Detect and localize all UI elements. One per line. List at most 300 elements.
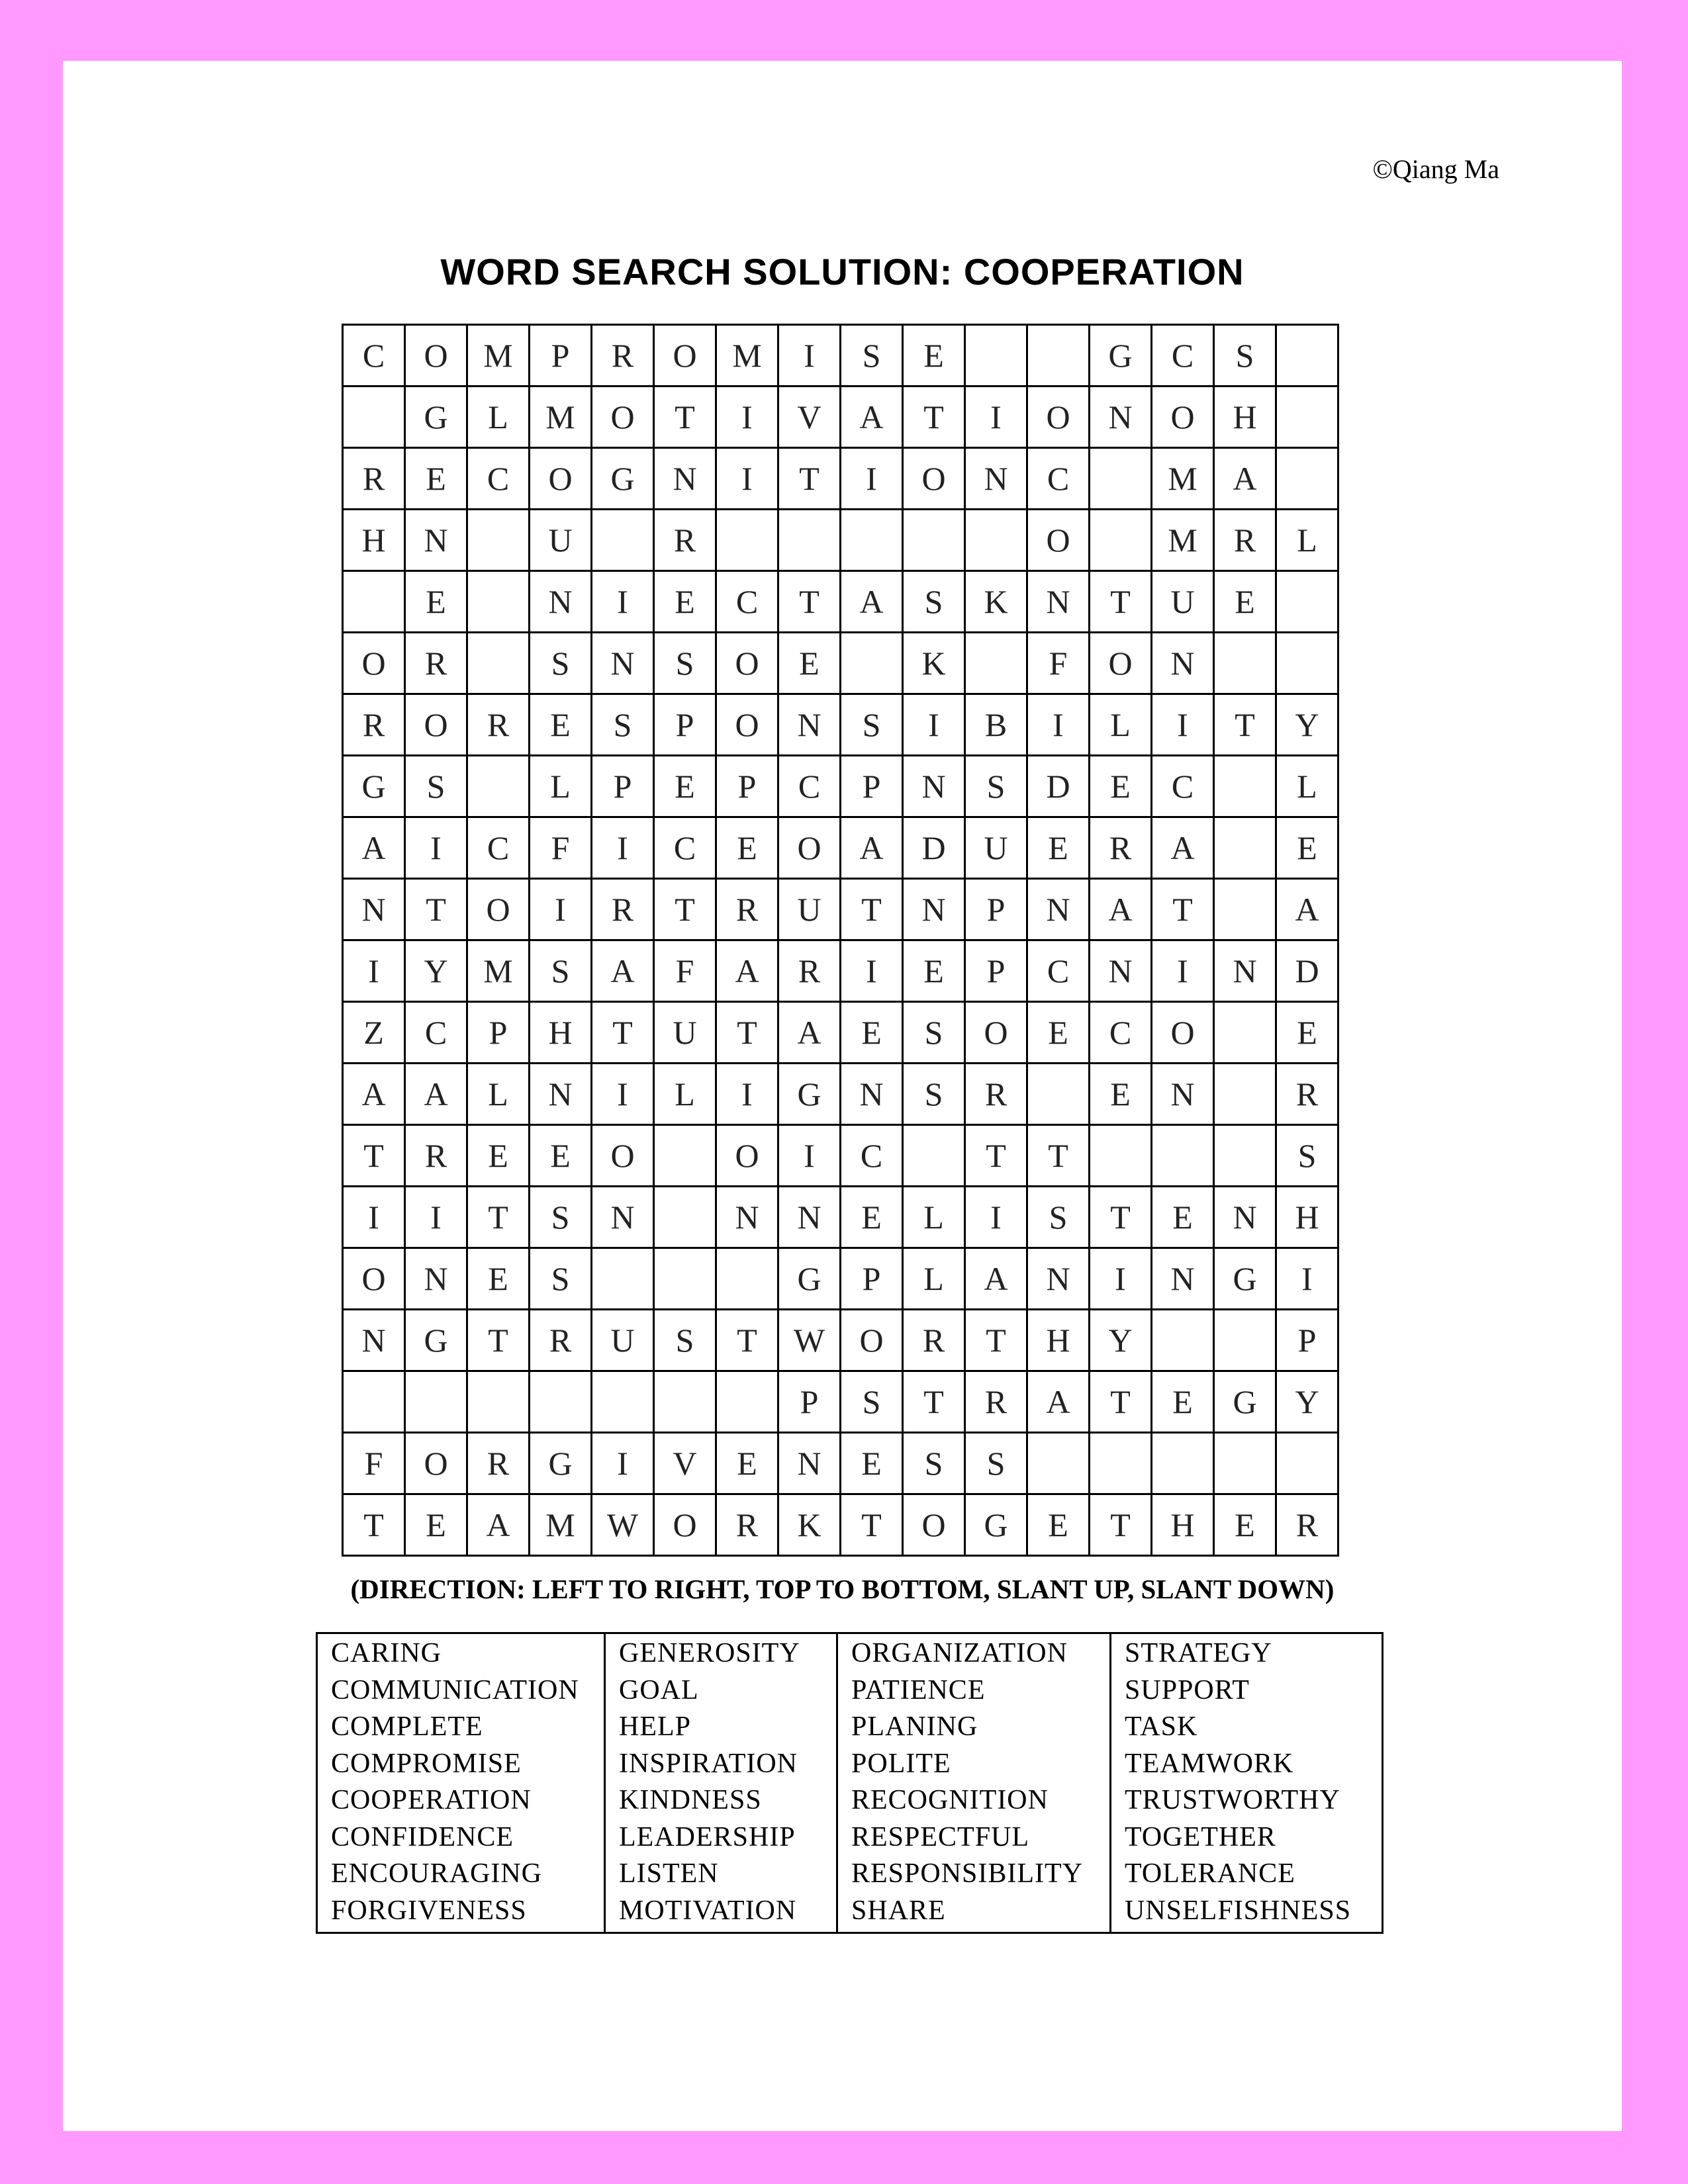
grid-cell — [716, 510, 778, 571]
grid-cell: A — [592, 940, 654, 1002]
word-list-item: INSPIRATION — [619, 1748, 798, 1779]
grid-cell: M — [1152, 510, 1214, 571]
grid-cell: T — [965, 1125, 1027, 1187]
grid-cell: A — [778, 1002, 841, 1064]
grid-cell: M — [467, 325, 530, 387]
grid-cell — [1214, 817, 1276, 879]
grid-cell: L — [1276, 510, 1338, 571]
word-column-1 — [317, 1633, 605, 1933]
grid-row — [343, 1064, 1338, 1125]
grid-cell: S — [530, 1187, 592, 1248]
grid-cell: E — [1214, 571, 1276, 633]
grid-cell: E — [1276, 1002, 1338, 1064]
grid-cell: F — [1027, 633, 1090, 694]
grid-cell: G — [405, 1310, 467, 1371]
grid-cell: O — [1152, 1002, 1214, 1064]
word-list-item: RESPECTFUL — [851, 1821, 1030, 1852]
grid-cell: G — [1214, 1248, 1276, 1310]
grid-cell: P — [965, 940, 1027, 1002]
grid-cell: P — [592, 756, 654, 817]
grid-row — [343, 1248, 1338, 1310]
grid-cell: E — [903, 940, 965, 1002]
grid-cell: I — [1152, 694, 1214, 756]
word-list-item: MOTIVATION — [619, 1895, 797, 1926]
grid-cell — [841, 510, 903, 571]
grid-cell: R — [592, 879, 654, 940]
grid-cell: A — [841, 571, 903, 633]
grid-cell: R — [778, 940, 841, 1002]
grid-cell: E — [467, 1125, 530, 1187]
grid-cell: E — [1090, 1064, 1152, 1125]
grid-row — [343, 1125, 1338, 1187]
grid-cell — [1090, 510, 1152, 571]
grid-cell: C — [1027, 940, 1090, 1002]
grid-cell — [1276, 1433, 1338, 1494]
grid-cell: Y — [1276, 694, 1338, 756]
grid-cell: R — [467, 1433, 530, 1494]
grid-cell: A — [343, 1064, 405, 1125]
grid-cell: S — [1214, 325, 1276, 387]
grid-cell: I — [592, 571, 654, 633]
grid-cell — [1276, 633, 1338, 694]
grid-cell — [1276, 571, 1338, 633]
word-column-2 — [605, 1633, 837, 1933]
grid-cell: O — [592, 387, 654, 448]
grid-cell: M — [1152, 448, 1214, 510]
grid-cell: G — [1090, 325, 1152, 387]
grid-cell: P — [841, 1248, 903, 1310]
grid-cell — [716, 1371, 778, 1433]
grid-cell: A — [841, 387, 903, 448]
grid-cell: T — [343, 1125, 405, 1187]
grid-cell: S — [903, 1433, 965, 1494]
letter-grid-table — [342, 324, 1339, 1557]
grid-cell: H — [530, 1002, 592, 1064]
grid-cell: I — [405, 817, 467, 879]
grid-cell: R — [343, 448, 405, 510]
grid-cell — [1214, 879, 1276, 940]
grid-cell: T — [467, 1187, 530, 1248]
grid-cell — [592, 1371, 654, 1433]
grid-cell: C — [405, 1002, 467, 1064]
grid-cell: G — [778, 1248, 841, 1310]
grid-cell: T — [1027, 1125, 1090, 1187]
word-list-item: TASK — [1125, 1711, 1198, 1742]
grid-cell: I — [778, 1125, 841, 1187]
grid-cell: S — [654, 1310, 716, 1371]
grid-cell: O — [716, 633, 778, 694]
grid-cell: G — [405, 387, 467, 448]
grid-cell: R — [467, 694, 530, 756]
grid-row — [343, 633, 1338, 694]
word-list-item: COMMUNICATION — [331, 1674, 579, 1706]
grid-cell: N — [903, 879, 965, 940]
grid-cell: N — [778, 1187, 841, 1248]
grid-cell: Y — [1090, 1310, 1152, 1371]
grid-cell: O — [654, 325, 716, 387]
grid-cell — [343, 571, 405, 633]
grid-cell: U — [592, 1310, 654, 1371]
word-list-item: TRUSTWORTHY — [1125, 1785, 1340, 1815]
grid-cell: N — [778, 1433, 841, 1494]
word-list-item: GOAL — [619, 1674, 699, 1706]
grid-cell — [654, 1187, 716, 1248]
grid-cell: P — [654, 694, 716, 756]
grid-cell: M — [530, 387, 592, 448]
grid-cell — [467, 633, 530, 694]
grid-cell: P — [716, 756, 778, 817]
grid-cell: T — [592, 1002, 654, 1064]
grid-cell: N — [654, 448, 716, 510]
grid-cell — [1276, 448, 1338, 510]
grid-cell: S — [965, 1433, 1027, 1494]
word-list-item: CARING — [331, 1638, 442, 1668]
word-list-table — [316, 1632, 1383, 1934]
grid-cell: S — [1276, 1125, 1338, 1187]
grid-row — [343, 1433, 1338, 1494]
grid-cell: L — [467, 1064, 530, 1125]
grid-cell — [467, 1371, 530, 1433]
grid-cell — [1152, 1433, 1214, 1494]
grid-cell: B — [965, 694, 1027, 756]
grid-cell: H — [1276, 1187, 1338, 1248]
grid-cell: S — [592, 694, 654, 756]
grid-cell: C — [654, 817, 716, 879]
grid-cell: R — [965, 1371, 1027, 1433]
grid-cell: N — [1214, 940, 1276, 1002]
grid-cell: E — [654, 571, 716, 633]
word-list-item: CONFIDENCE — [331, 1821, 514, 1852]
grid-cell: I — [965, 387, 1027, 448]
grid-cell: A — [841, 817, 903, 879]
grid-cell: R — [1090, 817, 1152, 879]
grid-cell: T — [1090, 571, 1152, 633]
grid-cell: I — [903, 694, 965, 756]
grid-cell: G — [592, 448, 654, 510]
grid-cell: A — [1276, 879, 1338, 940]
grid-cell: A — [467, 1494, 530, 1556]
word-list-item: COMPROMISE — [331, 1748, 522, 1779]
grid-cell: P — [841, 756, 903, 817]
grid-cell: O — [903, 1494, 965, 1556]
grid-cell — [903, 510, 965, 571]
grid-cell: C — [1090, 1002, 1152, 1064]
grid-cell: O — [1027, 387, 1090, 448]
grid-cell — [965, 633, 1027, 694]
grid-row — [343, 448, 1338, 510]
grid-cell: N — [1027, 879, 1090, 940]
grid-cell: T — [778, 448, 841, 510]
grid-cell: C — [467, 817, 530, 879]
grid-cell: I — [592, 1064, 654, 1125]
grid-cell: R — [965, 1064, 1027, 1125]
word-list-item: FORGIVENESS — [331, 1895, 527, 1926]
grid-cell: R — [903, 1310, 965, 1371]
word-list-item: GENEROSITY — [619, 1638, 800, 1668]
word-list-item: ENCOURAGING — [331, 1858, 542, 1889]
grid-cell: E — [405, 1494, 467, 1556]
grid-cell: E — [405, 448, 467, 510]
grid-cell: T — [1214, 694, 1276, 756]
grid-cell: I — [1152, 940, 1214, 1002]
grid-cell: T — [343, 1494, 405, 1556]
grid-cell — [965, 510, 1027, 571]
grid-cell: N — [343, 879, 405, 940]
grid-cell: L — [903, 1187, 965, 1248]
grid-row — [343, 879, 1338, 940]
grid-cell: F — [530, 817, 592, 879]
grid-cell: T — [903, 387, 965, 448]
grid-cell: T — [841, 1494, 903, 1556]
grid-cell: S — [841, 325, 903, 387]
grid-cell: O — [903, 448, 965, 510]
grid-cell: E — [1214, 1494, 1276, 1556]
grid-cell: N — [592, 633, 654, 694]
grid-row — [343, 571, 1338, 633]
grid-cell: I — [778, 325, 841, 387]
grid-cell: C — [1152, 325, 1214, 387]
word-list-item: RESPONSIBILITY — [851, 1858, 1084, 1889]
grid-row — [343, 1002, 1338, 1064]
grid-cell: E — [1027, 1002, 1090, 1064]
grid-row — [343, 325, 1338, 387]
grid-cell: S — [903, 1064, 965, 1125]
grid-cell: I — [343, 1187, 405, 1248]
grid-cell: R — [343, 694, 405, 756]
grid-cell — [778, 510, 841, 571]
grid-cell: O — [343, 1248, 405, 1310]
grid-cell: I — [841, 448, 903, 510]
grid-cell: L — [467, 387, 530, 448]
grid-cell: T — [716, 1002, 778, 1064]
grid-cell: N — [343, 1310, 405, 1371]
grid-cell: K — [778, 1494, 841, 1556]
grid-cell: P — [965, 879, 1027, 940]
grid-cell: I — [1090, 1248, 1152, 1310]
grid-cell: U — [654, 1002, 716, 1064]
grid-cell: N — [1152, 1248, 1214, 1310]
grid-cell — [654, 1125, 716, 1187]
grid-cell: G — [530, 1433, 592, 1494]
grid-cell: N — [716, 1187, 778, 1248]
grid-cell: P — [1276, 1310, 1338, 1371]
letter-grid — [342, 324, 1339, 1557]
grid-cell: N — [592, 1187, 654, 1248]
grid-cell: E — [841, 1002, 903, 1064]
grid-cell: C — [716, 571, 778, 633]
grid-cell: O — [1027, 510, 1090, 571]
grid-cell: S — [903, 571, 965, 633]
grid-cell: N — [1214, 1187, 1276, 1248]
grid-cell: C — [778, 756, 841, 817]
grid-cell — [903, 1125, 965, 1187]
grid-row — [343, 387, 1338, 448]
grid-cell: E — [778, 633, 841, 694]
grid-cell: E — [1152, 1371, 1214, 1433]
grid-cell: O — [530, 448, 592, 510]
grid-cell: R — [1276, 1064, 1338, 1125]
grid-cell: N — [778, 694, 841, 756]
grid-cell: A — [1027, 1371, 1090, 1433]
grid-cell — [343, 1371, 405, 1433]
grid-cell: A — [1152, 817, 1214, 879]
grid-cell: U — [778, 879, 841, 940]
grid-cell: G — [778, 1064, 841, 1125]
grid-cell: L — [654, 1064, 716, 1125]
grid-cell: P — [530, 325, 592, 387]
grid-cell: S — [841, 1371, 903, 1433]
grid-cell: F — [654, 940, 716, 1002]
grid-cell: P — [778, 1371, 841, 1433]
word-list-item: PLANING — [851, 1711, 978, 1742]
grid-cell: A — [1090, 879, 1152, 940]
grid-row — [343, 1371, 1338, 1433]
word-list-item: TOLERANCE — [1125, 1858, 1295, 1889]
grid-cell: K — [965, 571, 1027, 633]
grid-cell: E — [654, 756, 716, 817]
direction-note: (DIRECTION: LEFT TO RIGHT, TOP TO BOTTOM, SLANT UP, SLANT DOWN) — [350, 1574, 1335, 1604]
grid-cell: G — [965, 1494, 1027, 1556]
grid-cell: O — [467, 879, 530, 940]
word-list-item: POLITE — [851, 1748, 951, 1779]
grid-cell: T — [405, 879, 467, 940]
grid-cell: O — [654, 1494, 716, 1556]
grid-cell: O — [592, 1125, 654, 1187]
page-title: WORD SEARCH SOLUTION: COOPERATION — [440, 251, 1244, 293]
grid-cell: L — [903, 1248, 965, 1310]
grid-cell — [841, 633, 903, 694]
grid-cell: N — [405, 1248, 467, 1310]
grid-cell: O — [716, 1125, 778, 1187]
grid-cell: R — [405, 633, 467, 694]
grid-cell: S — [654, 633, 716, 694]
grid-cell: O — [778, 817, 841, 879]
grid-cell: T — [841, 879, 903, 940]
grid-cell: C — [343, 325, 405, 387]
grid-row — [343, 817, 1338, 879]
grid-cell: E — [1090, 756, 1152, 817]
grid-cell: A — [343, 817, 405, 879]
grid-cell: N — [903, 756, 965, 817]
grid-cell: L — [1090, 694, 1152, 756]
grid-cell: O — [716, 694, 778, 756]
grid-cell — [592, 510, 654, 571]
grid-cell: S — [841, 694, 903, 756]
grid-cell — [343, 387, 405, 448]
grid-cell: E — [841, 1433, 903, 1494]
grid-cell: N — [841, 1064, 903, 1125]
grid-cell: K — [903, 633, 965, 694]
word-column-3 — [837, 1633, 1111, 1933]
grid-cell: R — [716, 1494, 778, 1556]
grid-cell — [1090, 1125, 1152, 1187]
grid-cell: T — [467, 1310, 530, 1371]
grid-cell: N — [1027, 1248, 1090, 1310]
grid-cell: H — [343, 510, 405, 571]
grid-cell: N — [405, 510, 467, 571]
word-list-item: SUPPORT — [1125, 1674, 1250, 1706]
grid-cell: V — [778, 387, 841, 448]
word-list-item: PATIENCE — [851, 1674, 986, 1706]
grid-cell: E — [716, 817, 778, 879]
grid-cell — [467, 571, 530, 633]
grid-cell: T — [1152, 879, 1214, 940]
grid-cell — [654, 1248, 716, 1310]
grid-cell: H — [1214, 387, 1276, 448]
grid-cell: I — [965, 1187, 1027, 1248]
grid-cell: M — [530, 1494, 592, 1556]
grid-cell — [1214, 756, 1276, 817]
grid-cell — [1214, 633, 1276, 694]
grid-cell: I — [841, 940, 903, 1002]
grid-cell: E — [1276, 817, 1338, 879]
grid-cell: E — [1027, 1494, 1090, 1556]
grid-cell: S — [903, 1002, 965, 1064]
word-list-item: TOGETHER — [1125, 1821, 1276, 1852]
grid-cell — [1214, 1125, 1276, 1187]
grid-cell: M — [716, 325, 778, 387]
word-list-item: LEADERSHIP — [619, 1821, 796, 1852]
grid-cell: A — [716, 940, 778, 1002]
grid-cell: E — [530, 1125, 592, 1187]
copyright-notice: ©Qiang Ma — [1372, 154, 1499, 184]
word-list — [316, 1632, 1383, 1934]
grid-cell — [965, 325, 1027, 387]
grid-cell: T — [965, 1310, 1027, 1371]
word-list-item: HELP — [619, 1711, 691, 1742]
grid-cell: C — [467, 448, 530, 510]
grid-cell: O — [405, 1433, 467, 1494]
grid-cell — [592, 1248, 654, 1310]
grid-cell — [654, 1371, 716, 1433]
grid-cell: T — [654, 387, 716, 448]
grid-cell: G — [343, 756, 405, 817]
grid-cell: E — [841, 1187, 903, 1248]
grid-cell: T — [1090, 1371, 1152, 1433]
grid-cell: I — [1027, 694, 1090, 756]
grid-cell: O — [841, 1310, 903, 1371]
grid-cell: N — [1152, 1064, 1214, 1125]
grid-cell: L — [1276, 756, 1338, 817]
grid-cell: S — [965, 756, 1027, 817]
word-column-4 — [1111, 1633, 1383, 1933]
grid-cell: O — [405, 325, 467, 387]
grid-cell: N — [1152, 633, 1214, 694]
grid-cell — [467, 510, 530, 571]
grid-cell: E — [716, 1433, 778, 1494]
grid-cell: N — [965, 448, 1027, 510]
grid-cell — [1090, 448, 1152, 510]
grid-cell: D — [903, 817, 965, 879]
grid-cell: E — [1152, 1187, 1214, 1248]
grid-cell: R — [1214, 510, 1276, 571]
grid-cell: T — [716, 1310, 778, 1371]
grid-cell: H — [1027, 1310, 1090, 1371]
grid-cell: R — [654, 510, 716, 571]
grid-cell: I — [716, 448, 778, 510]
grid-cell: F — [343, 1433, 405, 1494]
grid-cell: S — [530, 633, 592, 694]
grid-cell: S — [1027, 1187, 1090, 1248]
grid-cell: D — [1276, 940, 1338, 1002]
grid-cell — [1152, 1125, 1214, 1187]
grid-cell: I — [1276, 1248, 1338, 1310]
grid-cell: P — [467, 1002, 530, 1064]
grid-cell — [467, 756, 530, 817]
grid-row — [343, 1310, 1338, 1371]
grid-cell: T — [1090, 1494, 1152, 1556]
grid-cell: E — [903, 325, 965, 387]
